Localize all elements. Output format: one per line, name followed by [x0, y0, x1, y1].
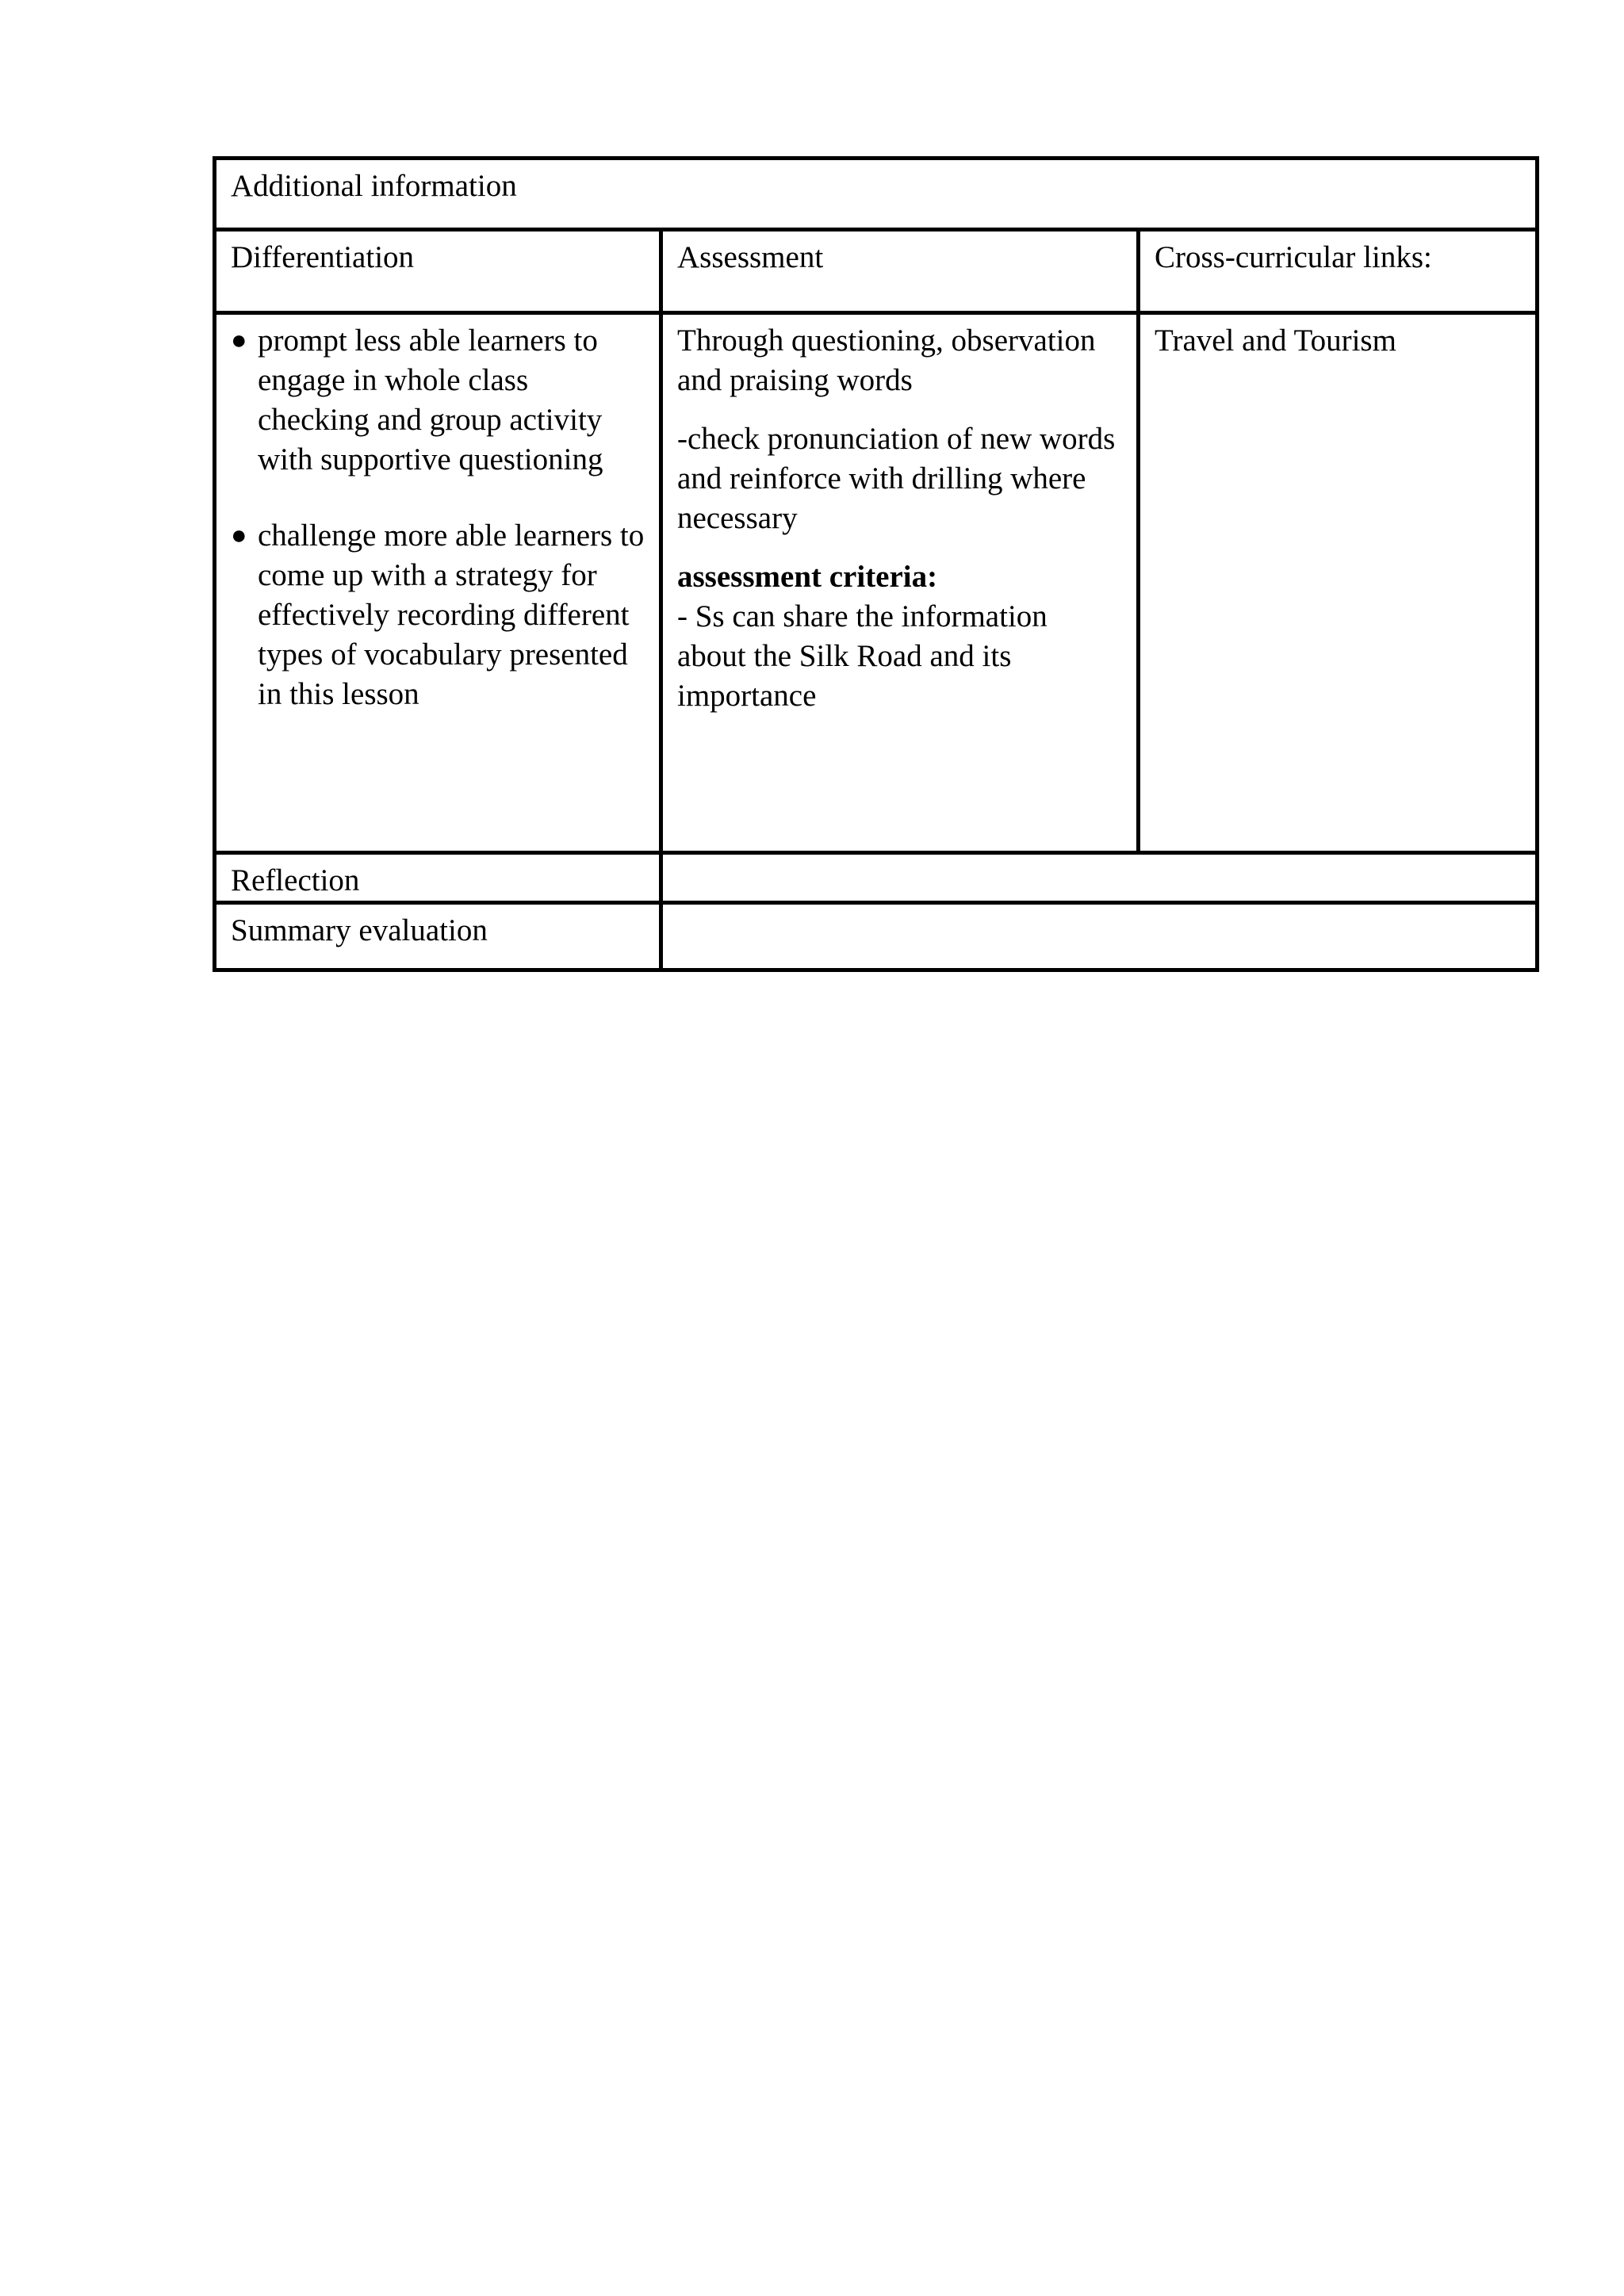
- assessment-paragraph: Through questioning, observation and praising words: [677, 323, 1096, 397]
- assessment-criteria: [677, 557, 1122, 716]
- summary-value: [661, 903, 1538, 970]
- list-item: [231, 321, 645, 480]
- assessment-criteria-text: - Ss can share the information about the Silk Road and its importance: [677, 599, 1048, 713]
- summary-row: [215, 903, 1538, 970]
- bullet-icon: ●: [231, 326, 247, 355]
- list-item: [231, 516, 645, 714]
- header-row: [215, 230, 1538, 313]
- additional-info-cell: [215, 159, 1538, 230]
- cross-curricular-text: Travel and Tourism: [1155, 323, 1396, 358]
- differentiation-list: [231, 321, 645, 714]
- additional-info-label: Additional information: [231, 169, 517, 203]
- list-item-text: prompt less able learners to engage in whole class checking and group activity with supportive questioning: [258, 323, 603, 476]
- lesson-plan-table: [213, 156, 1539, 972]
- assessment-cell: [661, 313, 1139, 853]
- summary-label: Summary evaluation: [215, 903, 661, 970]
- assessment-header: Assessment: [661, 230, 1139, 313]
- additional-info-row: [215, 159, 1538, 230]
- list-item-text: challenge more able learners to come up with a strategy for effectively recording different types of vocabulary presented in this lesson: [258, 519, 645, 711]
- differentiation-cell: [215, 313, 661, 853]
- cross-curricular-header: Cross-curricular links:: [1139, 230, 1538, 313]
- reflection-value: [661, 853, 1538, 903]
- content-row: [215, 313, 1538, 853]
- assessment-paragraph: -check pronunciation of new words and reinforce with drilling where necessary: [677, 422, 1116, 535]
- reflection-row: [215, 853, 1538, 903]
- assessment-criteria-title: assessment criteria:: [677, 560, 938, 594]
- bullet-icon: ●: [231, 521, 247, 550]
- differentiation-header: Differentiation: [215, 230, 661, 313]
- cross-curricular-cell: [1139, 313, 1538, 853]
- reflection-label: Reflection: [215, 853, 661, 903]
